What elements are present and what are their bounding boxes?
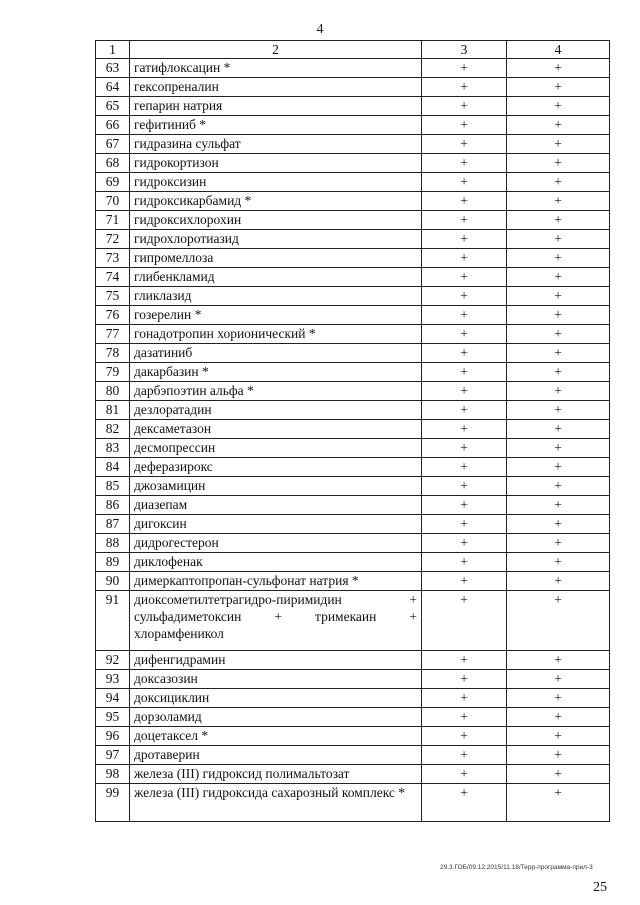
column-3-mark: + [422,97,507,116]
table-row [96,765,610,784]
drug-name: джозамицин [130,477,422,496]
column-3-mark: + [422,287,507,306]
column-4-mark: + [507,97,610,116]
row-number: 67 [96,135,130,154]
row-number: 95 [96,708,130,727]
column-4-mark: + [507,59,610,78]
column-3-mark: + [422,325,507,344]
column-3-mark: + [422,306,507,325]
table-row [96,78,610,97]
row-number: 71 [96,211,130,230]
row-number: 99 [96,784,130,822]
table-row [96,458,610,477]
column-4-mark: + [507,651,610,670]
drug-name: гидроксихлорохин [130,211,422,230]
column-4-mark: + [507,382,610,401]
drug-name: дазатиниб [130,344,422,363]
column-3-mark: + [422,78,507,97]
table-row [96,382,610,401]
drug-name: гидрохлоротиазид [130,230,422,249]
column-3-mark: + [422,708,507,727]
row-number: 84 [96,458,130,477]
column-4-mark: + [507,211,610,230]
column-3-mark: + [422,135,507,154]
column-4-mark: + [507,344,610,363]
column-3-mark: + [422,477,507,496]
table-row [96,173,610,192]
table-row [96,116,610,135]
table-row [96,591,610,651]
document-footer-code: 29.3.ГОБ/09.12.2015/11.18/Терр-программа-прил-3 [440,864,593,871]
row-number: 88 [96,534,130,553]
column-4-mark: + [507,708,610,727]
column-4-mark: + [507,477,610,496]
table-row [96,268,610,287]
row-number: 91 [96,591,130,651]
row-number: 86 [96,496,130,515]
drug-name: гликлазид [130,287,422,306]
table-row [96,192,610,211]
column-3-mark: + [422,515,507,534]
column-4-mark: + [507,746,610,765]
column-3-mark: + [422,363,507,382]
table-row [96,477,610,496]
row-number: 79 [96,363,130,382]
column-3-mark: + [422,670,507,689]
table-row [96,306,610,325]
row-number: 85 [96,477,130,496]
drug-name: гепарин натрия [130,97,422,116]
column-4-mark: + [507,401,610,420]
table-row [96,727,610,746]
column-4-mark: + [507,230,610,249]
page-number: 4 [316,22,324,37]
drug-name: гефитиниб * [130,116,422,135]
drug-name: гипромеллоза [130,249,422,268]
column-3-mark: + [422,420,507,439]
column-3-mark: + [422,591,507,651]
drug-name: дарбэпоэтин альфа * [130,382,422,401]
column-4-mark: + [507,439,610,458]
table-row [96,59,610,78]
table-row [96,230,610,249]
column-3-mark: + [422,249,507,268]
row-number: 92 [96,651,130,670]
drug-name: железа (III) гидроксида сахарозный комплекс * [130,784,422,822]
column-4-mark: + [507,572,610,591]
column-3-mark: + [422,268,507,287]
table-header-row [96,41,610,59]
drug-name: деферазирокс [130,458,422,477]
table-row [96,689,610,708]
sheet-number: 25 [593,880,607,895]
drug-name: гидроксикарбамид * [130,192,422,211]
drug-name: гидразина сульфат [130,135,422,154]
table-row [96,420,610,439]
drug-name: димеркаптопропан-сульфонат натрия * [130,572,422,591]
drug-name: диазепам [130,496,422,515]
row-number: 87 [96,515,130,534]
column-4-mark: + [507,306,610,325]
row-number: 89 [96,553,130,572]
column-3-mark: + [422,496,507,515]
table-row [96,670,610,689]
table-row [96,496,610,515]
row-number: 63 [96,59,130,78]
column-3-mark: + [422,534,507,553]
column-4-mark: + [507,116,610,135]
table-row [96,708,610,727]
column-3-mark: + [422,458,507,477]
row-number: 90 [96,572,130,591]
table-row [96,135,610,154]
column-4-mark: + [507,534,610,553]
drug-name: диоксометилтетрагидро-пиримидин + сульфадиметоксин + тримекаин + хлорамфеникол [130,591,422,651]
drug-name: дексаметазон [130,420,422,439]
column-4-mark: + [507,135,610,154]
column-4-mark: + [507,458,610,477]
column-3-mark: + [422,727,507,746]
column-3-mark: + [422,59,507,78]
table-row [96,401,610,420]
column-3-mark: + [422,192,507,211]
row-number: 73 [96,249,130,268]
table-row [96,344,610,363]
column-4-mark: + [507,496,610,515]
table-row [96,154,610,173]
drug-name: гидрокортизон [130,154,422,173]
drug-name: гидроксизин [130,173,422,192]
drug-name: дакарбазин * [130,363,422,382]
row-number: 98 [96,765,130,784]
column-4-mark: + [507,420,610,439]
drug-name: дезлоратадин [130,401,422,420]
row-number: 70 [96,192,130,211]
row-number: 82 [96,420,130,439]
column-4-mark: + [507,515,610,534]
table-row [96,249,610,268]
column-3-mark: + [422,173,507,192]
column-header-3: 3 [422,41,507,59]
column-3-mark: + [422,439,507,458]
column-4-mark: + [507,670,610,689]
row-number: 66 [96,116,130,135]
drug-name: дидрогестерон [130,534,422,553]
column-4-mark: + [507,268,610,287]
table-row [96,363,610,382]
column-3-mark: + [422,154,507,173]
column-header-1: 1 [96,41,130,59]
table-row [96,97,610,116]
column-3-mark: + [422,689,507,708]
row-number: 80 [96,382,130,401]
drug-name: дифенгидрамин [130,651,422,670]
column-3-mark: + [422,784,507,822]
row-number: 65 [96,97,130,116]
table-row [96,553,610,572]
column-4-mark: + [507,765,610,784]
column-4-mark: + [507,325,610,344]
table-row [96,784,610,822]
row-number: 78 [96,344,130,363]
column-header-4: 4 [507,41,610,59]
column-4-mark: + [507,154,610,173]
table-row [96,651,610,670]
column-4-mark: + [507,727,610,746]
row-number: 68 [96,154,130,173]
row-number: 77 [96,325,130,344]
row-number: 76 [96,306,130,325]
column-3-mark: + [422,553,507,572]
row-number: 94 [96,689,130,708]
row-number: 83 [96,439,130,458]
column-4-mark: + [507,553,610,572]
column-3-mark: + [422,401,507,420]
column-4-mark: + [507,78,610,97]
table-body [96,59,610,822]
row-number: 72 [96,230,130,249]
drug-name: гонадотропин хорионический * [130,325,422,344]
row-number: 75 [96,287,130,306]
drug-name: гексопреналин [130,78,422,97]
column-4-mark: + [507,249,610,268]
row-number: 74 [96,268,130,287]
column-3-mark: + [422,746,507,765]
drug-name: дигоксин [130,515,422,534]
row-number: 69 [96,173,130,192]
drug-name: дротаверин [130,746,422,765]
drug-name: глибенкламид [130,268,422,287]
drug-name: гозерелин * [130,306,422,325]
drug-name: доксазозин [130,670,422,689]
column-4-mark: + [507,287,610,306]
column-3-mark: + [422,651,507,670]
column-4-mark: + [507,363,610,382]
table-row [96,515,610,534]
row-number: 64 [96,78,130,97]
column-4-mark: + [507,192,610,211]
column-3-mark: + [422,765,507,784]
drug-name: гатифлоксацин * [130,59,422,78]
drug-table [95,40,610,822]
table-row [96,746,610,765]
table-row [96,572,610,591]
row-number: 97 [96,746,130,765]
row-number: 93 [96,670,130,689]
column-3-mark: + [422,382,507,401]
column-4-mark: + [507,173,610,192]
row-number: 81 [96,401,130,420]
column-4-mark: + [507,784,610,822]
column-header-2: 2 [130,41,422,59]
column-3-mark: + [422,116,507,135]
column-3-mark: + [422,344,507,363]
table-row [96,211,610,230]
table-row [96,287,610,306]
column-4-mark: + [507,689,610,708]
table-row [96,439,610,458]
drug-name: дорзоламид [130,708,422,727]
column-3-mark: + [422,572,507,591]
drug-name: доксициклин [130,689,422,708]
column-3-mark: + [422,211,507,230]
drug-name: диклофенак [130,553,422,572]
row-number: 96 [96,727,130,746]
drug-name: доцетаксел * [130,727,422,746]
column-4-mark: + [507,591,610,651]
drug-name: десмопрессин [130,439,422,458]
column-3-mark: + [422,230,507,249]
table-row [96,325,610,344]
drug-name: железа (III) гидроксид полимальтозат [130,765,422,784]
table-row [96,534,610,553]
